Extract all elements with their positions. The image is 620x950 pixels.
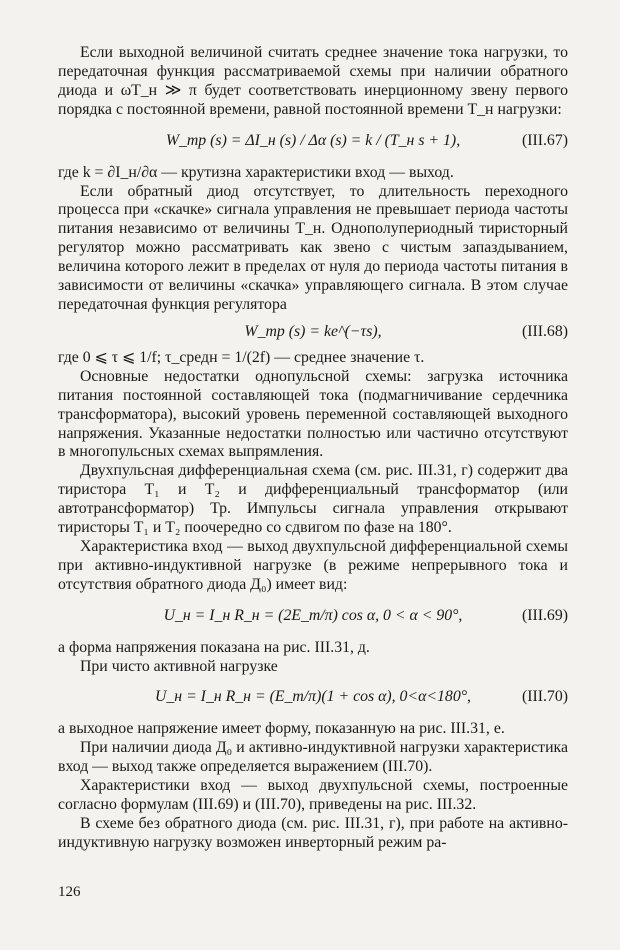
paragraph: Характеристика вход — выход двухпульсной дифференциальной схемы при активно-индуктивной нагрузке (в режиме непрерывного тока и отсутствия обратного диода Д₀) имеет вид: — [58, 537, 568, 593]
formula-expression: U_н = I_н R_н = (2E_m/π) cos α, 0 < α < 90°, — [163, 606, 463, 624]
page-text — [58, 44, 568, 853]
paragraph: Двухпульсная дифференциальная схема (см. рис. III.31, г) содержит два тиристора T₁ и T₂ и дифференциальный трансформатор (или автотрансформатор) Тр. Импульсы сигнала управления открывают тиристоры T₁ и T₂ поочередно со сдвигом по фазе на 180°. — [58, 462, 568, 537]
page-number: 126 — [58, 884, 81, 900]
paragraph: При чисто активной нагрузке — [80, 657, 278, 675]
formula-expression: U_н = I_н R_н = (E_m/π)(1 + cos α), 0<α<180°, — [154, 688, 471, 706]
formula-number: (III.68) — [521, 322, 568, 340]
paragraph: где 0 ⩽ τ ⩽ 1/f; τ_средн = 1/(2f) — среднее значение τ. — [58, 348, 425, 366]
paragraph: При наличии диода Д₀ и активно-индуктивной нагрузки характеристика вход — выход также определяется выражением (III.70). — [58, 739, 568, 776]
paragraph: где k = ∂I_н/∂α — крутизна характеристики вход — выход. — [58, 163, 454, 181]
paragraph: В схеме без обратного диода (см. рис. III.31, г), при работе на активно-индуктивную нагрузку возможен инверторный режим ра- — [58, 815, 568, 851]
paragraph: Если обратный диод отсутствует, то длительность переходного процесса при «скачке» сигнала управления не превышает периода частоты питания независимо от величины T_н. Однополупериодный тиристорный регулятор можно рассматривать как звено с чистым запаздыванием, величина которого лежит в пределах от нуля до периода частоты питания в зависимости от величины «скачка» управляющего сигнала. В этом случае передаточная функция регулятора — [58, 182, 568, 313]
formula-III-70 — [58, 678, 568, 718]
formula-number: (III.67) — [521, 131, 568, 149]
paragraph: а форма напряжения показана на рис. III.31, д. — [58, 638, 370, 656]
formula-expression: W_тр (s) = ΔI_н (s) / Δα (s) = k / (T_н s + 1), — [165, 131, 461, 149]
paragraph: Характеристики вход — выход двухпульсной схемы, построенные согласно формулам (III.69) и (III.70), приведены на рис. III.32. — [58, 777, 568, 814]
paragraph: а выходное напряжение имеет форму, показанную на рис. III.31, е. — [58, 720, 505, 738]
formula-expression: W_тр (s) = ke^(−τs), — [244, 322, 382, 340]
formula-III-67 — [58, 122, 568, 162]
formula-III-69 — [58, 597, 568, 637]
paragraph: Основные недостатки однопульсной схемы: загрузка источника питания постоянной составляющей тока (подмагничивание сердечника трансформатора), высокий уровень переменной составляющей выходного напряжения. Указанные недостатки полностью или частично отсутствуют в многопульсных схемах выпрямления. — [58, 367, 568, 461]
paragraph: Если выходной величиной считать среднее значение тока нагрузки, то передаточная функция рассматриваемой схемы при наличии обратного диода и ωT_н ≫ π будет соответствовать инерционному звену первого порядка с постоянной времени, равной постоянной времени T_н нагрузки: — [58, 44, 568, 118]
formula-number: (III.69) — [521, 606, 568, 624]
formula-III-68 — [58, 317, 568, 347]
formula-number: (III.70) — [521, 688, 568, 706]
